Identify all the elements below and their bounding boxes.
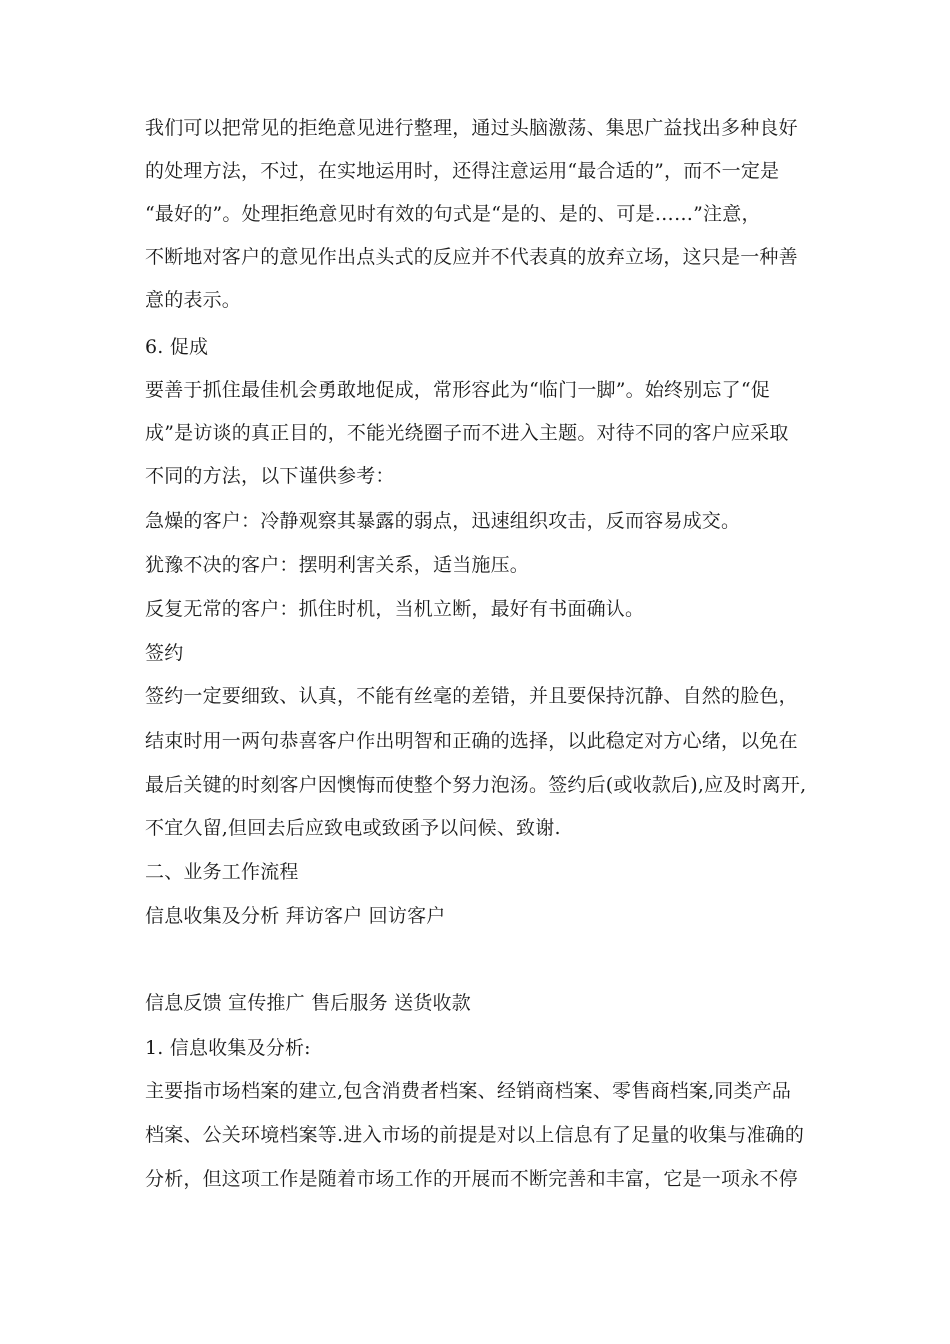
- paragraph-line: 主要指市场档案的建立,包含消费者档案、经销商档案、零售商档案,同类产品: [145, 1080, 792, 1102]
- paragraph-line: 反复无常的客户：抓住时机，当机立断，最好有书面确认。: [145, 598, 645, 620]
- paragraph-line: 不宜久留,但回去后应致电或致函予以问候、致谢.: [145, 817, 561, 839]
- paragraph-line: 的处理方法，不过，在实地运用时，还得注意运用“最合适的”，而不一定是: [145, 160, 780, 182]
- paragraph-line: 最后关键的时刻客户因懊悔而使整个努力泡汤。签约后(或收款后),应及时离开,: [145, 774, 807, 796]
- paragraph-line: 要善于抓住最佳机会勇敢地促成，常形容此为“临门一脚”。始终别忘了“促: [145, 379, 770, 401]
- paragraph-line: 结束时用一两句恭喜客户作出明智和正确的选择，以此稳定对方心绪，以免在: [145, 730, 798, 752]
- paragraph-line: 犹豫不决的客户：摆明利害关系，适当施压。: [145, 554, 530, 576]
- paragraph-line: 档案、公关环境档案等.进入市场的前提是对以上信息有了足量的收集与准确的: [145, 1124, 805, 1146]
- paragraph-line: 意的表示。: [145, 289, 242, 311]
- section-heading: 签约: [145, 642, 184, 664]
- paragraph-line: 成”是访谈的真正目的，不能光绕圈子而不进入主题。对待不同的客户应采取: [145, 422, 789, 444]
- workflow-row: 信息收集及分析 拜访客户 回访客户: [145, 905, 446, 927]
- paragraph-line: 不断地对客户的意见作出点头式的反应并不代表真的放弃立场，这只是一种善: [145, 246, 798, 268]
- paragraph-line: 签约一定要细致、认真，不能有丝毫的差错，并且要保持沉静、自然的脸色，: [145, 685, 798, 707]
- workflow-row: 信息反馈 宣传推广 售后服务 送货收款: [145, 992, 471, 1014]
- paragraph-line: 急燥的客户：冷静观察其暴露的弱点，迅速组织攻击，反而容易成交。: [145, 510, 741, 532]
- section-heading: 1. 信息收集及分析:: [145, 1037, 311, 1059]
- section-heading: 6. 促成: [145, 336, 209, 358]
- paragraph-line: 我们可以把常见的拒绝意见进行整理，通过头脑激荡、集思广益找出多种良好: [145, 117, 798, 139]
- paragraph-line: “最好的”。处理拒绝意见时有效的句式是“是的、是的、可是……”注意，: [145, 203, 761, 225]
- paragraph-line: 不同的方法，以下谨供参考：: [145, 465, 395, 487]
- section-heading: 二、业务工作流程: [145, 861, 299, 883]
- paragraph-line: 分析，但这项工作是随着市场工作的开展而不断完善和丰富，它是一项永不停: [145, 1168, 798, 1190]
